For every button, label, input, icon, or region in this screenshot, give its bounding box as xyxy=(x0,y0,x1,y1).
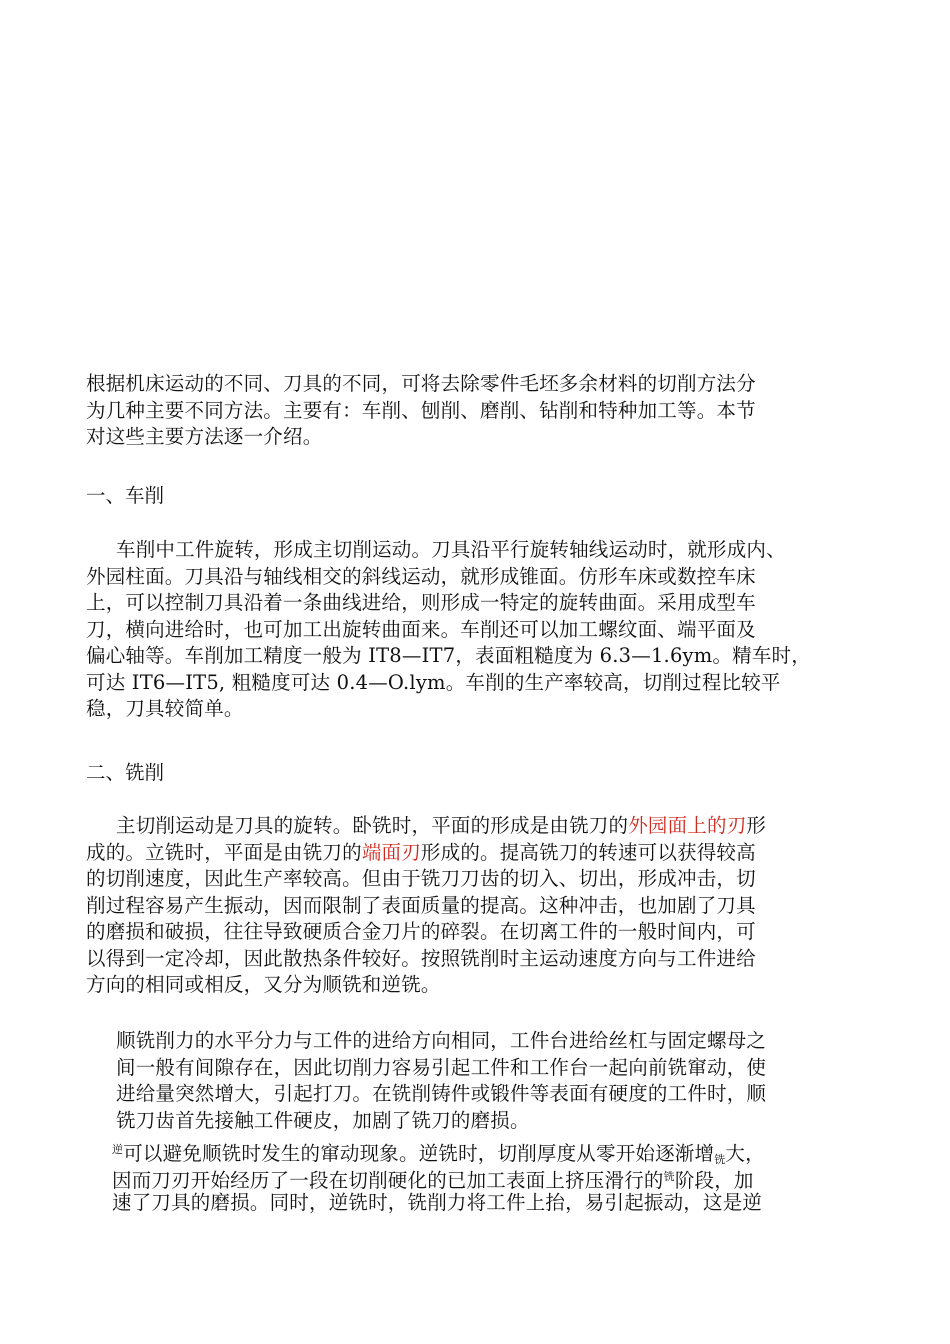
down-milling-line: 铣刀齿首先接触工件硬皮，加剧了铣刀的磨损。 xyxy=(116,1108,530,1132)
turning-line: 上，可以控制刀具沿着一条曲线进给，则形成一特定的旋转曲面。采用成型车 xyxy=(86,591,756,614)
up-milling-line xyxy=(112,1164,765,1191)
turning-line: 外园柱面。刀具沿与轴线相交的斜线运动，就形成锥面。仿形车床或数控车床 xyxy=(86,564,756,588)
subscript-mark: 铣 xyxy=(714,1153,726,1166)
milling-line: 方向的相同或相反，又分为顺铣和逆铣。 xyxy=(86,973,441,996)
down-milling-line: 顺铣削力的水平分力与工件的进给方向相同，工件台进给丝杠与固定螺母之 xyxy=(116,1029,767,1052)
up-milling-paragraph xyxy=(112,1137,765,1217)
turning-line xyxy=(86,537,811,564)
highlight-outer-edge: 外园面上的刃 xyxy=(628,814,747,837)
milling-line-text: 形成的。提高铣刀的转速可以获得较高 xyxy=(420,840,756,864)
milling-line: 削过程容易产生振动，因而限制了表面质量的提高。这种冲击，也加剧了刀具 xyxy=(86,893,756,917)
milling-line xyxy=(86,840,766,867)
milling-paragraph xyxy=(86,813,766,999)
intro-line: 对这些主要方法逐一介绍。 xyxy=(86,425,323,448)
up-milling-line: 速了刀具的磨损。同时，逆铣时，铣削力将工件上抬，易引起振动，这是逆 xyxy=(112,1191,763,1214)
intro-line: 为几种主要不同方法。主要有：车削、刨削、磨削、钻削和特种加工等。本节 xyxy=(86,398,756,422)
section-heading-milling: 二、铣削 xyxy=(86,761,165,784)
down-milling-line: 间一般有间隙存在，因此切削力容易引起工件和工作台一起向前铣窜动，使 xyxy=(116,1055,767,1079)
turning-line: 可达 IT6—IT5, 粗糙度可达 0.4—O.lym。车削的生产率较高，切削过程比较平 xyxy=(86,670,781,694)
milling-line: 以得到一定冷却，因此散热条件较好。按照铣削时主运动速度方向与工件进给 xyxy=(86,946,756,970)
milling-line-text: 主切削运动是刀具的旋转。卧铣时，平面的形成是由铣刀的 xyxy=(116,814,629,837)
superscript-mark: 逆 xyxy=(112,1143,124,1156)
section-heading-turning: 一、车削 xyxy=(86,484,165,507)
up-milling-line-text: 因而刀刃开始经历了一段在切削硬化的已加工表面上挤压滑行的 xyxy=(112,1168,664,1192)
turning-paragraph xyxy=(86,537,811,723)
milling-line xyxy=(86,813,766,840)
superscript-mark: 铣 xyxy=(663,1169,675,1183)
highlight-end-edge: 端面刃 xyxy=(361,840,421,864)
intro-line: 根据机床运动的不同、刀具的不同，可将去除零件毛坯多余材料的切削方法分 xyxy=(86,372,756,395)
milling-line-text: 形 xyxy=(746,814,767,837)
milling-line: 的磨损和破损，往往导致硬质合金刀片的碎裂。在切离工件的一般时间内，可 xyxy=(86,920,756,943)
intro-paragraph xyxy=(86,371,756,451)
turning-line: 偏心轴等。车削加工精度一般为 IT8—IT7，表面粗糙度为 6.3—1.6ym。精车时， xyxy=(86,644,811,667)
up-milling-line-text: 阶段，加 xyxy=(674,1168,754,1192)
up-milling-line-text: 大， xyxy=(725,1142,765,1165)
milling-line: 的切削速度，因此生产率较高。但由于铣刀刀齿的切入、切出，形成冲击，切 xyxy=(86,867,756,890)
up-milling-line-text: 可以避免顺铣时发生的窜动现象。逆铣时，切削厚度从零开始逐渐增 xyxy=(123,1142,715,1165)
turning-line: 刀，横向进给时，也可加工出旋转曲面来。车削还可以加工螺纹面、端平面及 xyxy=(86,617,756,641)
down-milling-line: 进给量突然增大，引起打刀。在铣削铸件或锻件等表面有硬度的工件时，顺 xyxy=(116,1082,767,1105)
turning-line: 稳，刀具较简单。 xyxy=(86,697,244,720)
up-milling-line xyxy=(112,1137,765,1164)
milling-line-text: 成的。立铣时，平面是由铣刀的 xyxy=(86,840,362,864)
turning-line-text: 车削中工件旋转，形成主切削运动。刀具沿平行旋转轴线运动时，就形成内、 xyxy=(116,538,786,561)
down-milling-paragraph xyxy=(116,1028,766,1134)
